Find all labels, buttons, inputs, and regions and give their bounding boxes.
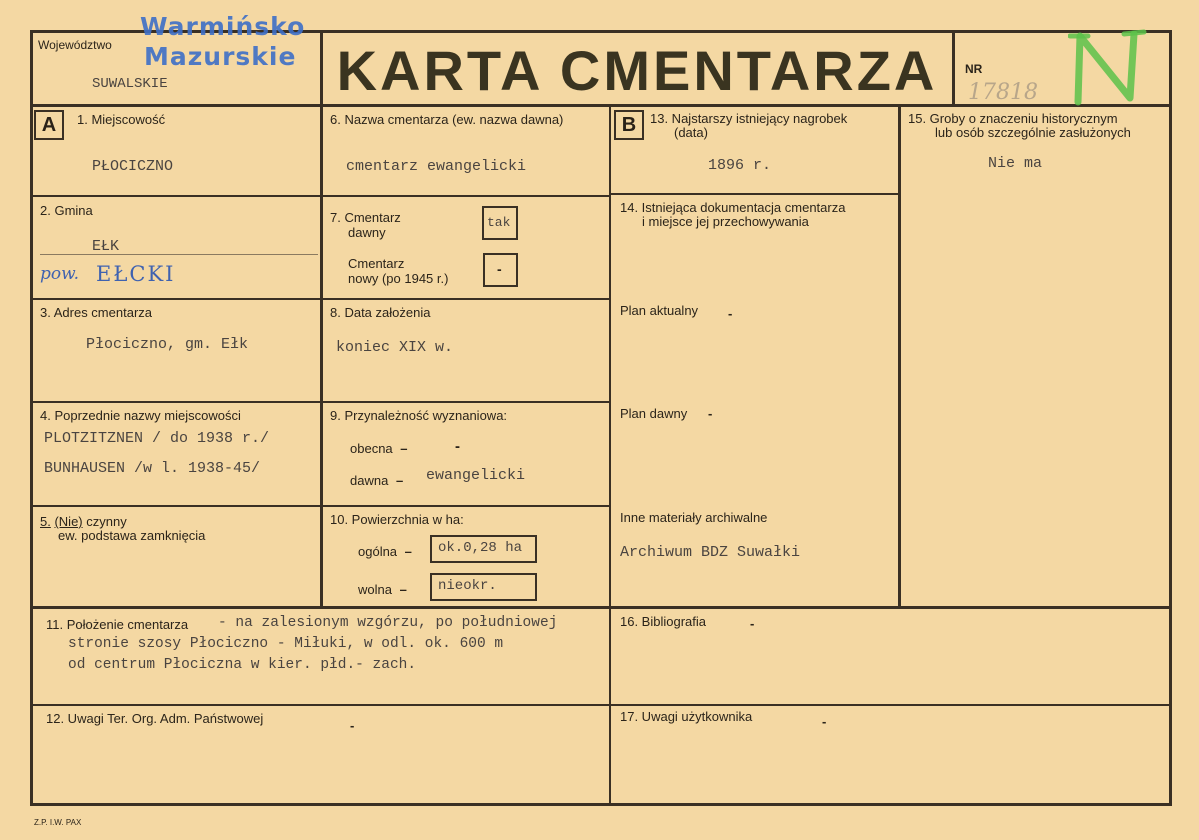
stamp-line1: Warmińsko (140, 12, 306, 41)
section-a-badge: A (34, 110, 64, 140)
field-7-label: 7. Cmentarz (330, 210, 401, 225)
field-7-nowy-box (483, 253, 518, 287)
field-17-value: - (822, 714, 827, 729)
field-9-dawna-label: dawna – (350, 473, 404, 488)
field-8-label: 8. Data założenia (330, 305, 431, 320)
plan-aktualny-label: Plan aktualny (620, 303, 699, 318)
inne-materialy-label: Inne materiały archiwalne (620, 510, 768, 525)
plan-aktualny-value: - (728, 306, 733, 321)
field-14-sublabel: i miejsce jej przechowywania (642, 214, 809, 229)
field-5-sublabel: ew. podstawa zamknięcia (58, 528, 206, 543)
nr-value: 17818 (968, 80, 1038, 105)
field-7-nowy-label-2: nowy (po 1945 r.) (348, 271, 449, 286)
field-7-nowy-value: - (497, 261, 502, 277)
printer-imprint: Z.P. I.W. PAX (34, 818, 82, 827)
field-11-value-1: - na zalesionym wzgórzu, po południowej (218, 615, 558, 631)
divider-thin (40, 254, 318, 255)
field-16-label: 16. Bibliografia (620, 614, 706, 629)
field-10-ogolna-box (430, 535, 537, 563)
field-3-value: Płociczno, gm. Ełk (86, 336, 249, 353)
divider (30, 606, 1172, 609)
field-5-nie: (Nie) (54, 514, 83, 529)
field-17-label: 17. Uwagi użytkownika (620, 709, 753, 724)
green-marker-mark (1068, 28, 1148, 106)
section-b-badge: B (614, 110, 644, 140)
field-10-label: 10. Powierzchnia w ha: (330, 512, 464, 527)
field-1-value: PŁOCICZNO (92, 158, 174, 175)
field-13-label: 13. Najstarszy istniejący nagrobek (650, 111, 848, 126)
field-11-value-3: od centrum Płociczna w kier. płd.- zach. (68, 657, 417, 673)
field-10-wolna-label: wolna – (358, 582, 407, 597)
field-10-wolna-value: nieokr. (438, 578, 497, 594)
field-2-pow-label: pow. (40, 264, 80, 284)
field-7-dawny-label: dawny (348, 225, 386, 240)
divider (320, 30, 323, 606)
field-9-obecna-label: obecna – (350, 441, 408, 456)
field-4-label: 4. Poprzednie nazwy miejscowości (40, 408, 241, 423)
field-7-nowy-label: Cmentarz (348, 256, 405, 271)
nr-label: NR (965, 62, 983, 76)
field-10-ogolna-label: ogólna – (358, 544, 412, 559)
field-10-wolna-box (430, 573, 537, 601)
field-11-value-2: stronie szosy Płociczno - Miłuki, w odl. ok. 600 m (68, 636, 504, 652)
page-title: KARTA CMENTARZA (336, 39, 938, 102)
field-9-obecna-value: - (455, 438, 460, 455)
field-2-value: EŁK (92, 238, 120, 255)
field-6-value: cmentarz ewangelicki (346, 158, 527, 175)
field-4-value-1: PLOTZITZNEN / do 1938 r./ (44, 430, 270, 447)
plan-dawny-label: Plan dawny (620, 406, 688, 421)
divider (610, 193, 898, 195)
wojewodztwo-value: SUWALSKIE (92, 76, 168, 92)
field-3-label: 3. Adres cmentarza (40, 305, 152, 320)
field-13-value: 1896 r. (708, 157, 772, 174)
field-5-label (40, 514, 127, 529)
divider (30, 704, 1172, 706)
wojewodztwo-label: Województwo (38, 38, 112, 52)
field-10-ogolna-value: ok.0,28 ha (438, 540, 523, 556)
field-5-num: 5. (40, 514, 51, 529)
inne-materialy-value: Archiwum BDZ Suwałki (620, 544, 801, 561)
field-9-dawna-value: ewangelicki (426, 467, 526, 484)
divider (952, 30, 955, 105)
field-2-label: 2. Gmina (40, 203, 93, 218)
field-15-value: Nie ma (988, 155, 1043, 172)
field-11-label: 11. Położenie cmentarza (46, 617, 189, 632)
divider (609, 104, 611, 804)
field-9-label: 9. Przynależność wyznaniowa: (330, 408, 508, 423)
field-2-pow-value: EŁCKI (96, 262, 176, 286)
field-13-sublabel: (data) (674, 125, 708, 140)
field-14-label: 14. Istniejąca dokumentacja cmentarza (620, 200, 846, 215)
field-4-value-2: BUNHAUSEN /w l. 1938-45/ (44, 460, 261, 477)
field-7-dawny-box (482, 206, 518, 240)
field-15-sublabel: lub osób szczególnie zasłużonych (935, 125, 1131, 140)
field-16-value: - (750, 616, 755, 631)
field-15-label: 15. Groby o znaczeniu historycznym (908, 111, 1118, 126)
field-12-label: 12. Uwagi Ter. Org. Adm. Państwowej (46, 711, 264, 726)
stamp-line2: Mazurskie (144, 42, 297, 71)
field-5-czynny: czynny (86, 514, 127, 529)
field-7-dawny-value: tak (487, 215, 511, 230)
field-1-label: 1. Miejscowość (77, 112, 166, 127)
plan-dawny-value: - (708, 406, 713, 421)
field-8-value: koniec XIX w. (336, 339, 454, 356)
field-6-label: 6. Nazwa cmentarza (ew. nazwa dawna) (330, 112, 564, 127)
divider (898, 104, 901, 606)
field-12-value: - (350, 718, 355, 733)
